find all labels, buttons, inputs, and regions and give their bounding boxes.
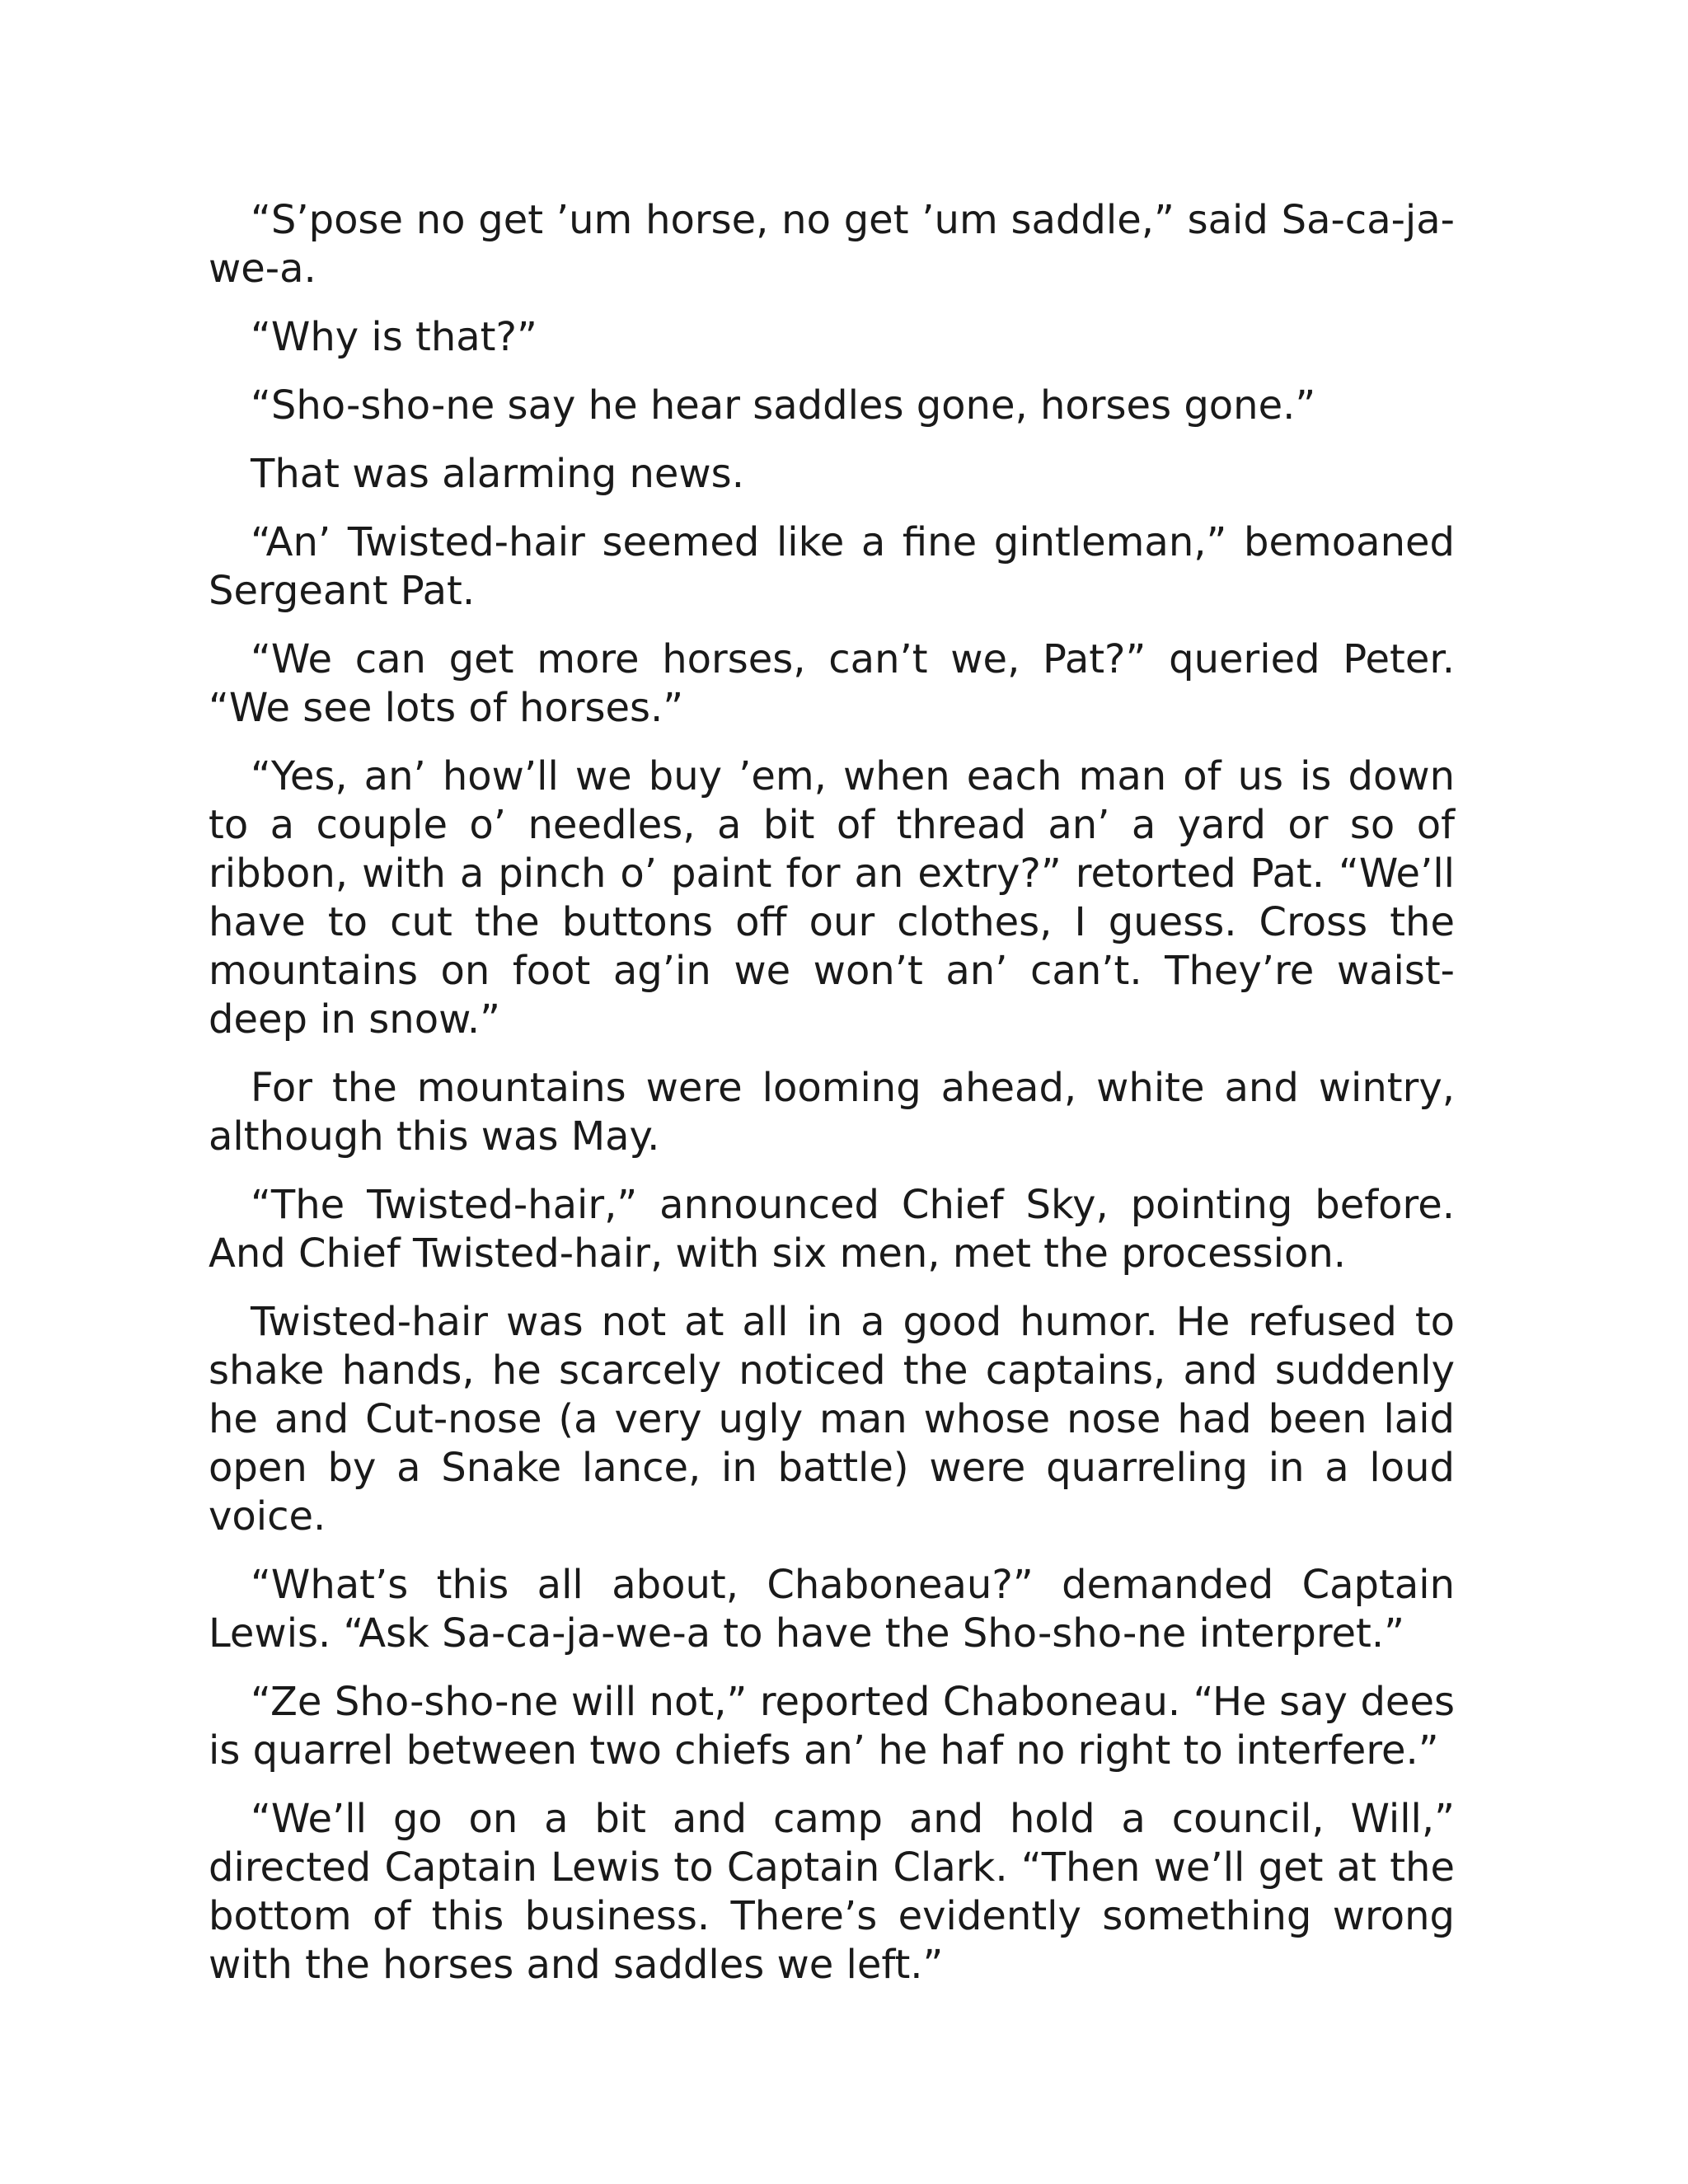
- paragraph-4: That was alarming news.: [251, 451, 744, 497]
- paragraph-1: “S’pose no get ’um horse, no get ’um saddle,” said Sa-ca-ja-we-a.: [209, 197, 1455, 292]
- paragraph-9: “The Twisted-hair,” announced Chief Sky, pointing before. And Chief Twisted-hair, with six men, met the procession.: [209, 1182, 1455, 1277]
- paragraph-8: For the mountains were looming ahead, white and wintry, although this was May.: [209, 1065, 1455, 1160]
- page-text-block: [209, 196, 1455, 1990]
- paragraph-5: “An’ Twisted-hair seemed like a fine gintleman,” bemoaned Sergeant Pat.: [209, 519, 1455, 614]
- paragraph-13: “We’ll go on a bit and camp and hold a council, Will,” directed Captain Lewis to Captain Clark. “Then we’ll get at the bottom of this business. There’s evidently something wrong with the horses and saddles we left.”: [209, 1796, 1455, 1988]
- paragraph-7: “Yes, an’ how’ll we buy ’em, when each man of us is down to a couple o’ needles, a bit of thread an’ a yard or so of ribbon, with a pinch o’ paint for an extry?” retorted Pat. “We’ll have to cut the buttons off our clothes, I guess. Cross the mountains on foot ag’in we won’t an’ can’t. They’re waist-deep in snow.”: [209, 753, 1455, 1043]
- paragraph-6: “We can get more horses, can’t we, Pat?” queried Peter. “We see lots of horses.”: [209, 636, 1455, 731]
- paragraph-11: “What’s this all about, Chaboneau?” demanded Captain Lewis. “Ask Sa-ca-ja-we-a to have the Sho-sho-ne interpret.”: [209, 1562, 1455, 1657]
- paragraph-12: “Ze Sho-sho-ne will not,” reported Chaboneau. “He say dees is quarrel between two chiefs an’ he haf no right to interfere.”: [209, 1679, 1455, 1774]
- paragraph-10: Twisted-hair was not at all in a good humor. He refused to shake hands, he scarcely noticed the captains, and suddenly he and Cut-nose (a very ugly man whose nose had been laid open by a Snake lance, in battle) were quarreling in a loud voice.: [209, 1299, 1455, 1540]
- paragraph-3: “Sho-sho-ne say he hear saddles gone, horses gone.”: [251, 382, 1316, 429]
- paragraph-2: “Why is that?”: [251, 314, 537, 360]
